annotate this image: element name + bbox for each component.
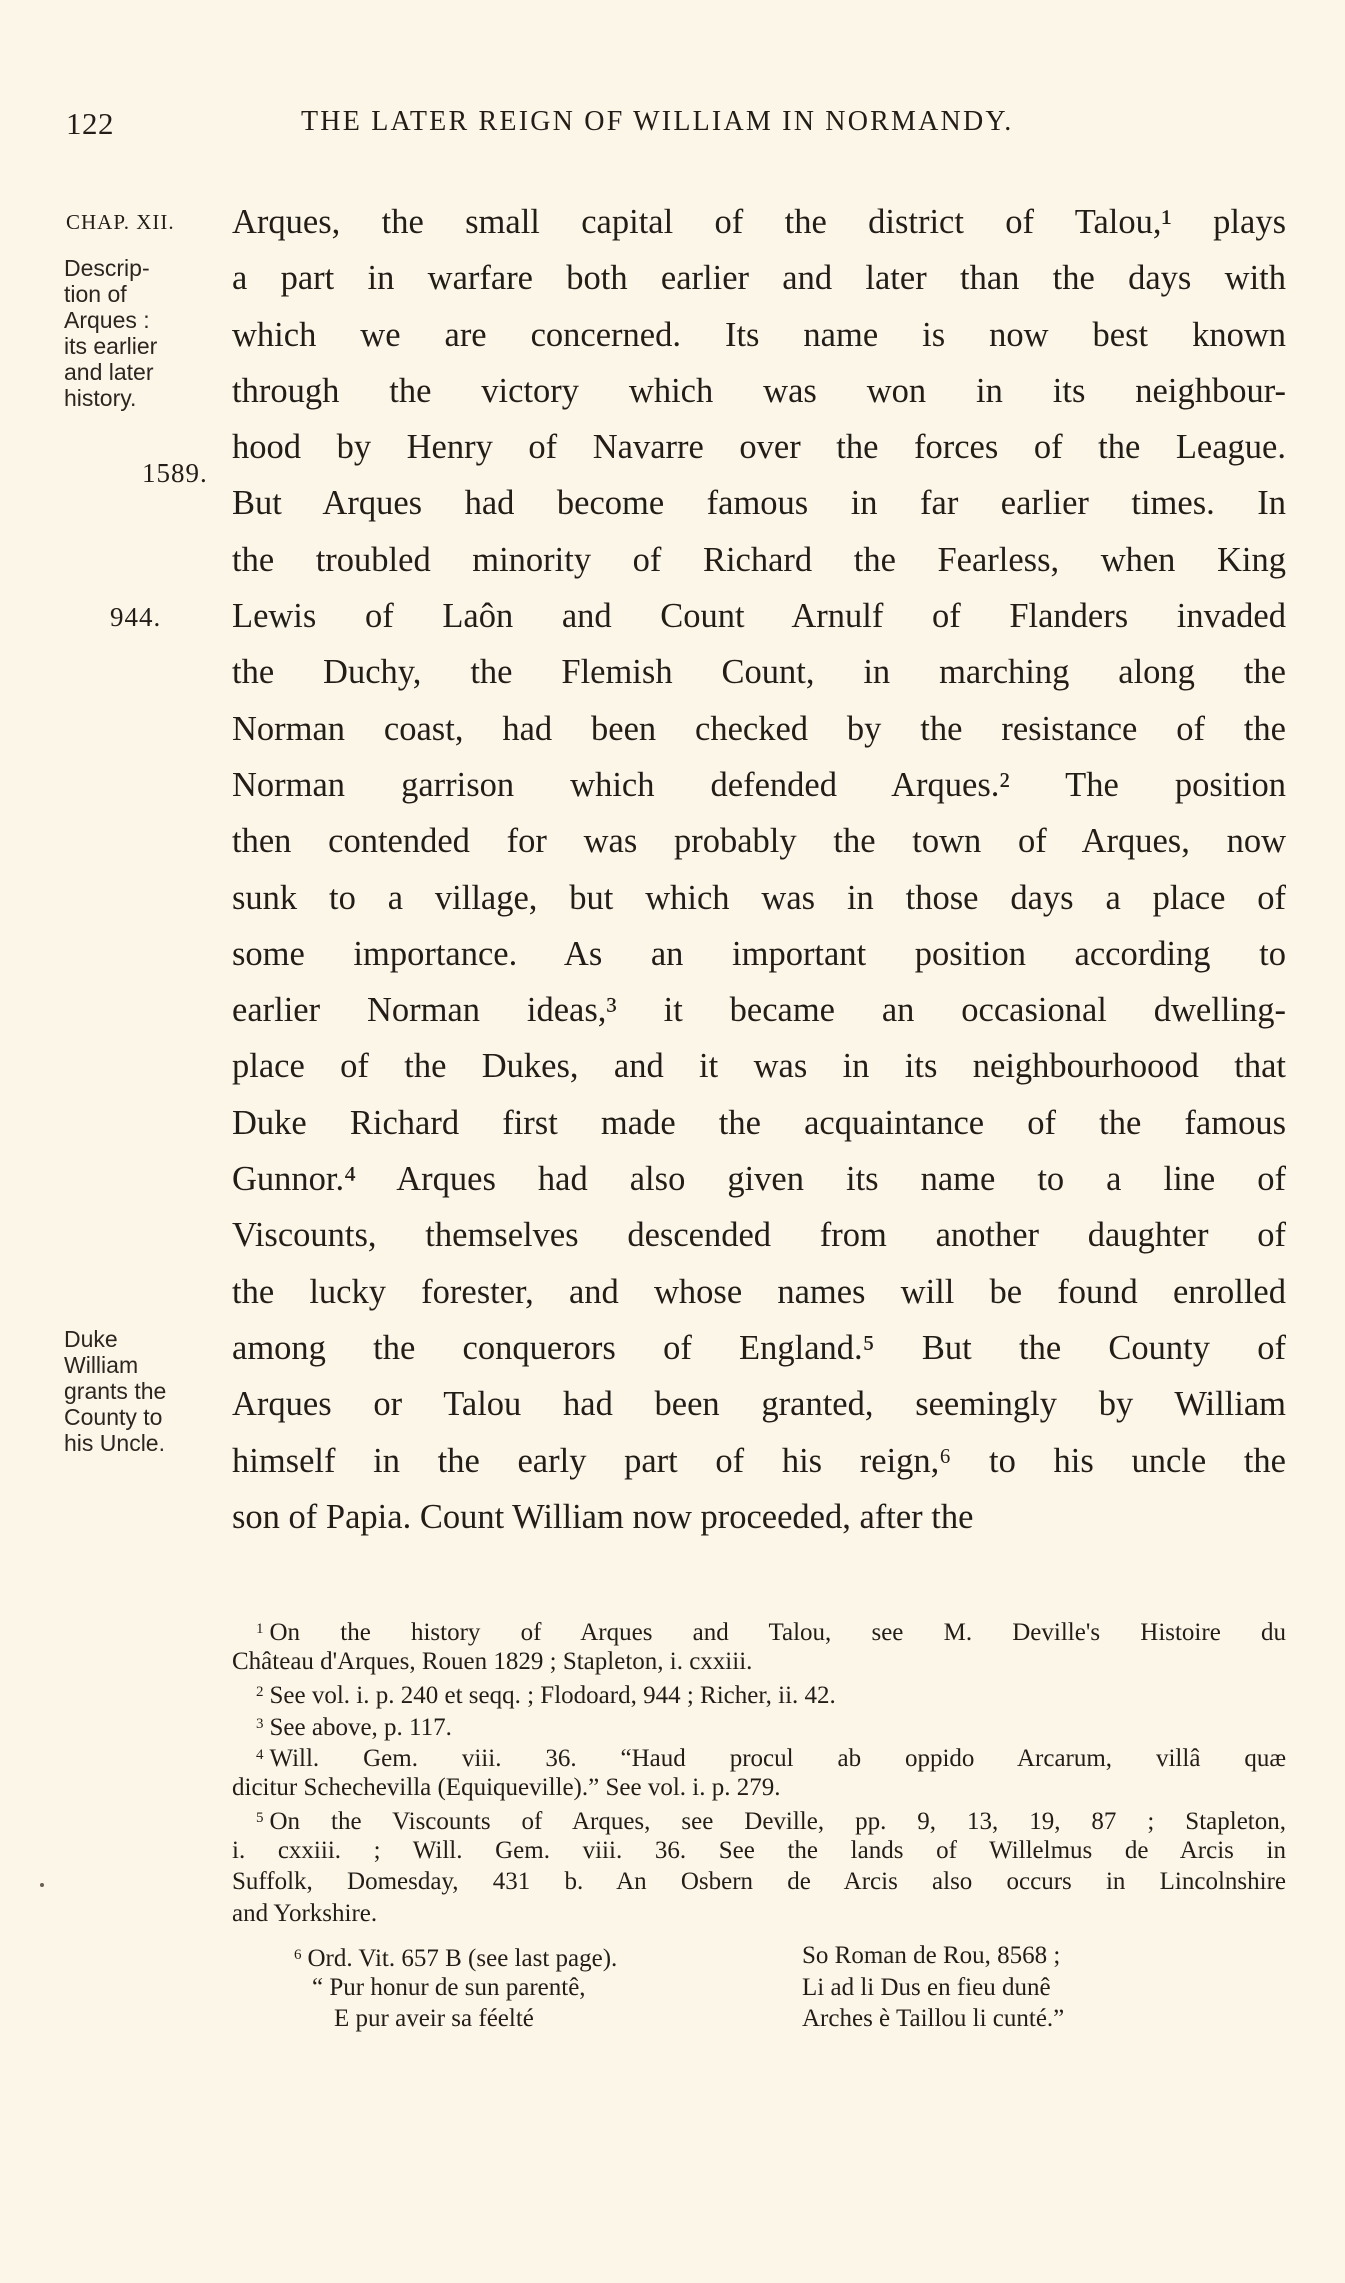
verse-row: [294, 1940, 1212, 1972]
footnote-5-cont: Suffolk, Domesday, 431 b. An Osbern de Arcis also occurs in Lincolnshire: [232, 1868, 1286, 1895]
marginal-note-line: County to: [64, 1404, 163, 1430]
marginal-note-description: [64, 255, 219, 411]
marginal-note-line: his Uncle.: [64, 1430, 165, 1456]
footnote-marker: 6: [294, 1947, 302, 1963]
body-line: which we are concerned. Its name is now best known: [232, 315, 1286, 354]
body-line: hood by Henry of Navarre over the forces of the League.: [232, 428, 1286, 467]
verse-right: Arches è Taillou li cunté.”: [802, 2005, 1065, 2032]
body-line: But Arques had become famous in far earlier times. In: [232, 484, 1286, 523]
body-line: the lucky forester, and whose names will be found enrolled: [232, 1272, 1286, 1311]
footnote-marker: 4: [256, 1747, 264, 1763]
marginal-year: 944.: [110, 602, 162, 632]
body-line: among the conquerors of England.⁵ But the County of: [232, 1328, 1286, 1367]
footnote-5: [232, 1803, 1286, 1835]
verse-row: [312, 1972, 1212, 2004]
marginal-note-line: Duke: [64, 1326, 118, 1352]
body-line: son of Papia. Count William now proceeded, after the: [232, 1497, 974, 1536]
footnote-5-cont: i. cxxiii. ; Will. Gem. viii. 36. See the lands of Willelmus de Arcis in: [232, 1836, 1286, 1864]
body-text: [232, 194, 1286, 1545]
footnote-marker: 2: [256, 1684, 264, 1700]
body-line: Norman garrison which defended Arques.² The position: [232, 765, 1286, 804]
body-line: Viscounts, themselves descended from another daughter of: [232, 1216, 1286, 1255]
verse-right: So Roman de Rou, 8568 ;: [802, 1942, 1061, 1969]
body-line: earlier Norman ideas,³ it became an occasional dwelling-: [232, 991, 1286, 1030]
footnote-marker: 3: [256, 1715, 264, 1732]
footnote-marker: 1: [256, 1621, 264, 1637]
page-number: 122: [66, 106, 114, 141]
footnote-2: [232, 1677, 1286, 1709]
footnote-text: See vol. i. p. 240 et seqq. ; Flodoard, 944 ; Richer, ii. 42.: [269, 1682, 836, 1709]
footnote-1-cont: Château d'Arques, Rouen 1829 ; Stapleton, i. cxxiii.: [232, 1647, 753, 1675]
marginal-note-line: Descrip-: [64, 255, 150, 281]
marginal-note-grant: [64, 1326, 219, 1456]
body-line: place of the Dukes, and it was in its neighbourhoood that: [232, 1047, 1286, 1086]
marginal-note-line: tion of: [64, 281, 127, 307]
footnote-1: [232, 1614, 1286, 1646]
body-line: Gunnor.⁴ Arques had also given its name to a line of: [232, 1160, 1286, 1199]
body-line: Norman coast, had been checked by the resistance of the: [232, 709, 1286, 748]
footnote-text: On the Viscounts of Arques, see Deville, pp. 9, 13, 19, 87 ; Stapleton,: [269, 1808, 1286, 1835]
verse-row: [312, 2003, 1212, 2035]
body-line: Lewis of Laôn and Count Arnulf of Flanders invaded: [232, 597, 1286, 636]
footnote-4-cont: dicitur Schechevilla (Equiqueville).” See vol. i. p. 279.: [232, 1773, 781, 1801]
marginal-year: 1589.: [142, 458, 208, 488]
footnote-6: [294, 1940, 802, 1972]
body-line: Duke Richard first made the acquaintance of the famous: [232, 1103, 1286, 1142]
footnote-text: See above, p. 117.: [269, 1713, 452, 1741]
footnote-3: [232, 1709, 1286, 1741]
margin-speck: [40, 1883, 44, 1887]
marginal-note-line: and later: [64, 359, 154, 385]
body-line: some importance. As an important position according to: [232, 934, 1286, 973]
body-line: himself in the early part of his reign,⁶ to his uncle the: [232, 1441, 1286, 1480]
footnote-6-verse: [294, 1940, 1212, 2035]
footnote-marker: 5: [256, 1810, 264, 1826]
body-line: Arques or Talou had been granted, seemingly by William: [232, 1385, 1286, 1424]
body-line: the Duchy, the Flemish Count, in marching along the: [232, 653, 1286, 692]
body-line: the troubled minority of Richard the Fearless, when King: [232, 540, 1286, 579]
marginal-note-line: Arques :: [64, 307, 150, 333]
marginal-note-line: its earlier: [64, 333, 158, 359]
footnote-4: [232, 1740, 1286, 1772]
marginal-note-line: history.: [64, 385, 137, 411]
chapter-label: CHAP. XII.: [66, 210, 175, 234]
marginal-note-line: William: [64, 1352, 139, 1378]
body-line: through the victory which was won in its neighbour-: [232, 371, 1286, 410]
verse-left: E pur aveir sa féelté: [334, 2005, 534, 2032]
body-line: then contended for was probably the town of Arques, now: [232, 822, 1286, 861]
footnote-text: Ord. Vit. 657 B (see last page).: [307, 1945, 618, 1972]
verse-left: “ Pur honur de sun parentê,: [312, 1973, 586, 2001]
footnote-text: On the history of Arques and Talou, see M. Deville's Histoire du: [269, 1619, 1286, 1646]
page-header: [66, 106, 1236, 146]
footnotes: [232, 1614, 1286, 1929]
running-title: THE LATER REIGN OF WILLIAM IN NORMANDY.: [301, 106, 1014, 137]
body-line: Arques, the small capital of the district of Talou,¹ plays: [232, 203, 1286, 241]
footnote-text: Will. Gem. viii. 36. “Haud procul ab oppido Arcarum, villâ quæ: [269, 1745, 1286, 1772]
footnote-5-cont: and Yorkshire.: [232, 1899, 378, 1927]
body-line: a part in warfare both earlier and later than the days with: [232, 259, 1286, 298]
verse-right: Li ad li Dus en fieu dunê: [802, 1973, 1051, 2001]
body-line: sunk to a village, but which was in those days a place of: [232, 878, 1286, 917]
marginal-note-line: grants the: [64, 1378, 167, 1404]
